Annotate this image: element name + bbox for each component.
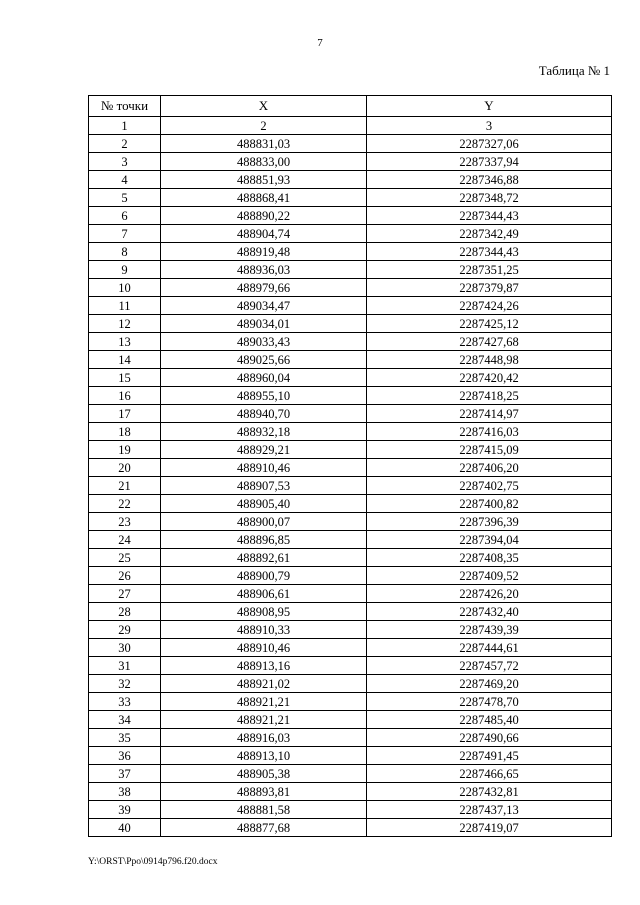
x-cell: 488916,03	[161, 729, 367, 747]
table-row	[89, 387, 612, 405]
y-cell: 2287457,72	[367, 657, 612, 675]
x-cell: 488910,46	[161, 459, 367, 477]
y-cell: 2287444,61	[367, 639, 612, 657]
point-number-cell: 17	[89, 405, 161, 423]
point-number-cell: 28	[89, 603, 161, 621]
table-row	[89, 207, 612, 225]
table-row	[89, 405, 612, 423]
y-cell: 2287348,72	[367, 189, 612, 207]
x-cell: 488890,22	[161, 207, 367, 225]
y-cell: 2287425,12	[367, 315, 612, 333]
x-cell: 488905,40	[161, 495, 367, 513]
y-cell: 2287432,40	[367, 603, 612, 621]
y-cell: 2287402,75	[367, 477, 612, 495]
point-number-cell: 26	[89, 567, 161, 585]
table-row	[89, 693, 612, 711]
y-cell: 2287426,20	[367, 585, 612, 603]
y-cell: 2287478,70	[367, 693, 612, 711]
point-number-cell: 25	[89, 549, 161, 567]
y-cell: 2287414,97	[367, 405, 612, 423]
y-cell: 2287448,98	[367, 351, 612, 369]
point-number-cell: 20	[89, 459, 161, 477]
column-number-3: 3	[367, 117, 612, 135]
table-row	[89, 369, 612, 387]
table-row	[89, 819, 612, 837]
y-cell: 2287415,09	[367, 441, 612, 459]
point-number-cell: 39	[89, 801, 161, 819]
table-row	[89, 711, 612, 729]
y-cell: 2287342,49	[367, 225, 612, 243]
table-row	[89, 747, 612, 765]
x-cell: 488910,46	[161, 639, 367, 657]
point-number-cell: 7	[89, 225, 161, 243]
x-cell: 488893,81	[161, 783, 367, 801]
x-cell: 488868,41	[161, 189, 367, 207]
table-row	[89, 549, 612, 567]
point-number-cell: 22	[89, 495, 161, 513]
y-cell: 2287469,20	[367, 675, 612, 693]
x-cell: 488960,04	[161, 369, 367, 387]
table-row	[89, 675, 612, 693]
y-cell: 2287466,65	[367, 765, 612, 783]
y-cell: 2287400,82	[367, 495, 612, 513]
point-number-cell: 34	[89, 711, 161, 729]
point-number-cell: 11	[89, 297, 161, 315]
table-row	[89, 153, 612, 171]
x-cell: 488904,74	[161, 225, 367, 243]
point-number-cell: 32	[89, 675, 161, 693]
point-number-cell: 27	[89, 585, 161, 603]
table-row	[89, 225, 612, 243]
table-row	[89, 279, 612, 297]
x-cell: 488955,10	[161, 387, 367, 405]
y-cell: 2287427,68	[367, 333, 612, 351]
x-cell: 488919,48	[161, 243, 367, 261]
table-row	[89, 639, 612, 657]
header-point-number: № точки	[89, 96, 161, 117]
table-row	[89, 567, 612, 585]
x-cell: 488892,61	[161, 549, 367, 567]
y-cell: 2287420,42	[367, 369, 612, 387]
table-row	[89, 531, 612, 549]
point-number-cell: 14	[89, 351, 161, 369]
point-number-cell: 6	[89, 207, 161, 225]
table-title: Таблица № 1	[538, 63, 610, 78]
y-cell: 2287424,26	[367, 297, 612, 315]
table-row	[89, 135, 612, 153]
footer-file-path: Y:\ORST\Ppo\0914p796.f20.docx	[88, 857, 218, 867]
point-number-cell: 29	[89, 621, 161, 639]
x-cell: 488908,95	[161, 603, 367, 621]
table-row	[89, 513, 612, 531]
x-cell: 488906,61	[161, 585, 367, 603]
x-cell: 488910,33	[161, 621, 367, 639]
x-cell: 488851,93	[161, 171, 367, 189]
point-number-cell: 8	[89, 243, 161, 261]
y-cell: 2287491,45	[367, 747, 612, 765]
header-x: X	[161, 96, 367, 117]
x-cell: 488881,58	[161, 801, 367, 819]
x-cell: 488831,03	[161, 135, 367, 153]
point-number-cell: 16	[89, 387, 161, 405]
x-cell: 488921,02	[161, 675, 367, 693]
point-number-cell: 21	[89, 477, 161, 495]
table-row	[89, 801, 612, 819]
x-cell: 488900,79	[161, 567, 367, 585]
point-number-cell: 3	[89, 153, 161, 171]
x-cell: 488913,16	[161, 657, 367, 675]
x-cell: 488940,70	[161, 405, 367, 423]
column-number-row	[89, 117, 612, 135]
x-cell: 488833,00	[161, 153, 367, 171]
point-number-cell: 30	[89, 639, 161, 657]
point-number-cell: 5	[89, 189, 161, 207]
table-row	[89, 459, 612, 477]
y-cell: 2287416,03	[367, 423, 612, 441]
y-cell: 2287379,87	[367, 279, 612, 297]
x-cell: 488936,03	[161, 261, 367, 279]
x-cell: 488900,07	[161, 513, 367, 531]
x-cell: 488979,66	[161, 279, 367, 297]
point-number-cell: 31	[89, 657, 161, 675]
y-cell: 2287408,35	[367, 549, 612, 567]
table-row	[89, 441, 612, 459]
table-row	[89, 351, 612, 369]
x-cell: 488896,85	[161, 531, 367, 549]
x-cell: 488905,38	[161, 765, 367, 783]
x-cell: 488877,68	[161, 819, 367, 837]
x-cell: 488907,53	[161, 477, 367, 495]
x-cell: 488913,10	[161, 747, 367, 765]
coordinates-table	[88, 95, 612, 837]
table-row	[89, 333, 612, 351]
column-number-1: 1	[89, 117, 161, 135]
x-cell: 488929,21	[161, 441, 367, 459]
table-row	[89, 171, 612, 189]
table-row	[89, 765, 612, 783]
table-row	[89, 297, 612, 315]
point-number-cell: 23	[89, 513, 161, 531]
y-cell: 2287344,43	[367, 243, 612, 261]
y-cell: 2287394,04	[367, 531, 612, 549]
point-number-cell: 36	[89, 747, 161, 765]
table-row	[89, 657, 612, 675]
header-row	[89, 96, 612, 117]
point-number-cell: 12	[89, 315, 161, 333]
point-number-cell: 24	[89, 531, 161, 549]
y-cell: 2287419,07	[367, 819, 612, 837]
point-number-cell: 9	[89, 261, 161, 279]
y-cell: 2287409,52	[367, 567, 612, 585]
table-row	[89, 477, 612, 495]
x-cell: 488921,21	[161, 711, 367, 729]
table-row	[89, 783, 612, 801]
point-number-cell: 33	[89, 693, 161, 711]
point-number-cell: 40	[89, 819, 161, 837]
y-cell: 2287490,66	[367, 729, 612, 747]
point-number-cell: 37	[89, 765, 161, 783]
y-cell: 2287439,39	[367, 621, 612, 639]
x-cell: 489034,47	[161, 297, 367, 315]
table-row	[89, 585, 612, 603]
x-cell: 488921,21	[161, 693, 367, 711]
y-cell: 2287406,20	[367, 459, 612, 477]
y-cell: 2287337,94	[367, 153, 612, 171]
header-y: Y	[367, 96, 612, 117]
table-row	[89, 423, 612, 441]
table-row	[89, 261, 612, 279]
point-number-cell: 4	[89, 171, 161, 189]
point-number-cell: 13	[89, 333, 161, 351]
point-number-cell: 2	[89, 135, 161, 153]
point-number-cell: 18	[89, 423, 161, 441]
point-number-cell: 10	[89, 279, 161, 297]
point-number-cell: 38	[89, 783, 161, 801]
y-cell: 2287344,43	[367, 207, 612, 225]
y-cell: 2287437,13	[367, 801, 612, 819]
table-row	[89, 495, 612, 513]
y-cell: 2287485,40	[367, 711, 612, 729]
table-row	[89, 189, 612, 207]
y-cell: 2287396,39	[367, 513, 612, 531]
table-row	[89, 315, 612, 333]
y-cell: 2287418,25	[367, 387, 612, 405]
y-cell: 2287346,88	[367, 171, 612, 189]
point-number-cell: 19	[89, 441, 161, 459]
page-number: 7	[317, 37, 323, 49]
x-cell: 488932,18	[161, 423, 367, 441]
table-row	[89, 243, 612, 261]
point-number-cell: 35	[89, 729, 161, 747]
y-cell: 2287432,81	[367, 783, 612, 801]
table-row	[89, 621, 612, 639]
y-cell: 2287351,25	[367, 261, 612, 279]
x-cell: 489025,66	[161, 351, 367, 369]
y-cell: 2287327,06	[367, 135, 612, 153]
x-cell: 489033,43	[161, 333, 367, 351]
table-row	[89, 603, 612, 621]
x-cell: 489034,01	[161, 315, 367, 333]
point-number-cell: 15	[89, 369, 161, 387]
table-row	[89, 729, 612, 747]
column-number-2: 2	[161, 117, 367, 135]
